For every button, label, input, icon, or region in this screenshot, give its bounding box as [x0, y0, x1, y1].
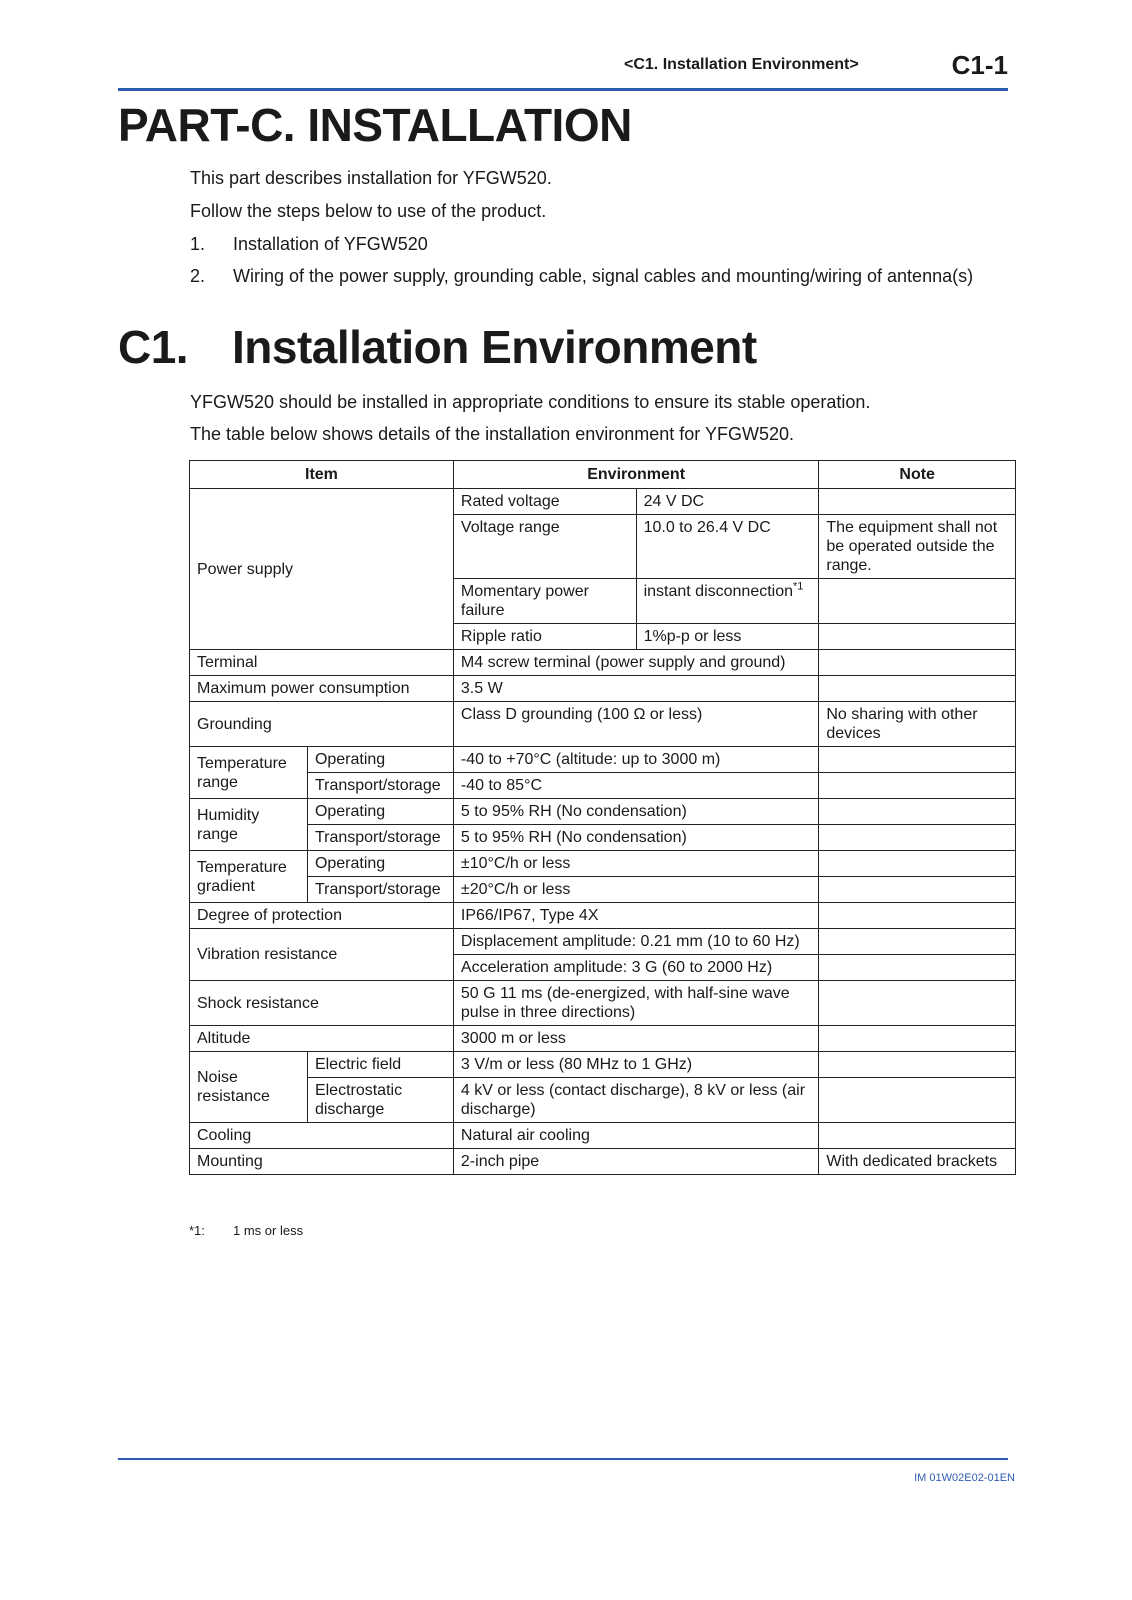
momentary-value: instant disconnection [643, 583, 794, 600]
header-item: Item [190, 461, 454, 489]
running-header-section: <C1. Installation Environment> [624, 56, 859, 73]
footnote-mark: *1: [189, 1223, 205, 1238]
env-value-cell: 24 V DC [636, 489, 819, 515]
sub-item-cell: Operating [307, 799, 453, 825]
note-cell [819, 981, 1016, 1026]
item-cell: Noise resistance [190, 1052, 308, 1123]
table-row [190, 747, 1016, 773]
footnote-ref: *1 [793, 580, 804, 593]
table-row [190, 1149, 1016, 1175]
step-text: Wiring of the power supply, grounding cable, signal cables and mounting/wiring of antenna(s) [233, 266, 974, 286]
item-cell: Humidity range [190, 799, 308, 851]
env-label-cell: Ripple ratio [453, 624, 636, 650]
note-cell [819, 676, 1016, 702]
item-cell: Shock resistance [190, 981, 454, 1026]
env-value-cell: ±10°C/h or less [453, 851, 818, 877]
list-item [190, 232, 990, 256]
note-cell [819, 1123, 1016, 1149]
table-row [190, 1052, 1016, 1078]
item-cell: Mounting [190, 1149, 454, 1175]
table-row [190, 799, 1016, 825]
chapter-heading [118, 320, 757, 374]
header-environment: Environment [453, 461, 818, 489]
note-cell: The equipment shall not be operated outside the range. [819, 515, 1016, 579]
item-cell: Degree of protection [190, 903, 454, 929]
env-value-cell: 4 kV or less (contact discharge), 8 kV or less (air discharge) [453, 1078, 818, 1123]
item-cell: Terminal [190, 650, 454, 676]
table-row [190, 1078, 1016, 1123]
env-label-cell: Momentary power failure [453, 579, 636, 624]
item-cell: Altitude [190, 1026, 454, 1052]
env-value-cell: -40 to +70°C (altitude: up to 3000 m) [453, 747, 818, 773]
note-cell [819, 579, 1016, 624]
env-value-cell: 2-inch pipe [453, 1149, 818, 1175]
env-value-cell: Acceleration amplitude: 3 G (60 to 2000 Hz) [453, 955, 818, 981]
intro-section [190, 166, 990, 296]
item-cell: Grounding [190, 702, 454, 747]
footer-rule [118, 1458, 1008, 1460]
note-cell [819, 929, 1016, 955]
note-cell: With dedicated brackets [819, 1149, 1016, 1175]
list-item [190, 264, 990, 288]
item-cell: Maximum power consumption [190, 676, 454, 702]
note-cell [819, 825, 1016, 851]
sub-item-cell: Transport/storage [307, 773, 453, 799]
intro-line: This part describes installation for YFGW520. [190, 168, 552, 188]
item-cell: Vibration resistance [190, 929, 454, 981]
note-cell [819, 877, 1016, 903]
env-value-cell: M4 screw terminal (power supply and ground) [453, 650, 818, 676]
header-note: Note [819, 461, 1016, 489]
table-row [190, 981, 1016, 1026]
table-row [190, 702, 1016, 747]
paragraph: The table below shows details of the installation environment for YFGW520. [190, 424, 794, 444]
table-row [190, 489, 1016, 515]
note-cell [819, 489, 1016, 515]
env-value-cell: 5 to 95% RH (No condensation) [453, 825, 818, 851]
table-row [190, 773, 1016, 799]
paragraph: YFGW520 should be installed in appropriate conditions to ensure its stable operation. [190, 392, 871, 412]
item-cell: Power supply [190, 489, 454, 650]
table-row [190, 1123, 1016, 1149]
note-cell: No sharing with other devices [819, 702, 1016, 747]
table-row [190, 929, 1016, 955]
env-value-cell: 3000 m or less [453, 1026, 818, 1052]
intro-line: Follow the steps below to use of the product. [190, 201, 547, 221]
env-value-cell: 3 V/m or less (80 MHz to 1 GHz) [453, 1052, 818, 1078]
step-number: 2. [190, 266, 206, 286]
sub-item-cell: Electrostatic discharge [307, 1078, 453, 1123]
note-cell [819, 903, 1016, 929]
table-row [190, 851, 1016, 877]
env-label-cell: Voltage range [453, 515, 636, 579]
chapter-number: C1. [118, 321, 189, 373]
env-value-cell: 5 to 95% RH (No condensation) [453, 799, 818, 825]
part-title: PART-C. INSTALLATION [118, 99, 632, 151]
env-value-cell: 1%p-p or less [636, 624, 819, 650]
note-cell [819, 799, 1016, 825]
steps-list [190, 232, 990, 288]
sub-item-cell: Transport/storage [307, 877, 453, 903]
note-cell [819, 650, 1016, 676]
env-value-cell: Class D grounding (100 Ω or less) [453, 702, 818, 747]
header-rule [118, 88, 1008, 91]
env-value-cell: -40 to 85°C [453, 773, 818, 799]
item-cell: Temperature range [190, 747, 308, 799]
note-cell [819, 955, 1016, 981]
chapter-body [190, 390, 1010, 454]
document-id: IM 01W02E02-01EN [914, 1472, 1015, 1484]
installation-environment-table [189, 460, 1016, 1175]
table-header-row [190, 461, 1016, 489]
table-row [190, 825, 1016, 851]
env-label-cell: Rated voltage [453, 489, 636, 515]
env-value-cell: 10.0 to 26.4 V DC [636, 515, 819, 579]
footnote [189, 1223, 303, 1238]
page-number: C1-1 [951, 50, 1008, 80]
note-cell [819, 851, 1016, 877]
step-text: Installation of YFGW520 [233, 234, 428, 254]
env-value-cell: 3.5 W [453, 676, 818, 702]
env-value-cell: ±20°C/h or less [453, 877, 818, 903]
env-value-cell: IP66/IP67, Type 4X [453, 903, 818, 929]
note-cell [819, 1052, 1016, 1078]
note-cell [819, 1026, 1016, 1052]
table-row [190, 676, 1016, 702]
env-value-cell: Displacement amplitude: 0.21 mm (10 to 60 Hz) [453, 929, 818, 955]
table-row [190, 650, 1016, 676]
table-row [190, 903, 1016, 929]
env-value-cell: 50 G 11 ms (de-energized, with half-sine wave pulse in three directions) [453, 981, 818, 1026]
item-cell: Cooling [190, 1123, 454, 1149]
table-row [190, 877, 1016, 903]
note-cell [819, 773, 1016, 799]
sub-item-cell: Transport/storage [307, 825, 453, 851]
sub-item-cell: Operating [307, 851, 453, 877]
sub-item-cell: Electric field [307, 1052, 453, 1078]
step-number: 1. [190, 234, 206, 254]
note-cell [819, 747, 1016, 773]
footnote-text: 1 ms or less [233, 1223, 304, 1238]
env-value-cell [636, 579, 819, 624]
env-value-cell: Natural air cooling [453, 1123, 818, 1149]
note-cell [819, 1078, 1016, 1123]
chapter-title: Installation Environment [232, 321, 757, 373]
note-cell [819, 624, 1016, 650]
table-row [190, 1026, 1016, 1052]
sub-item-cell: Operating [307, 747, 453, 773]
item-cell: Temperature gradient [190, 851, 308, 903]
